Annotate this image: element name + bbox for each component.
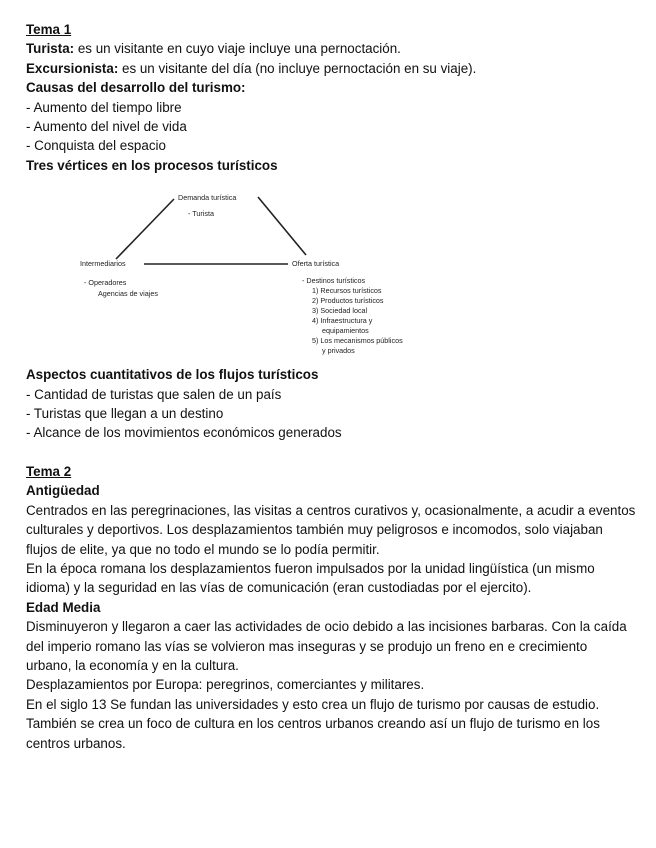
causa-item: - Conquista del espacio <box>26 138 166 154</box>
edad-media-heading: Edad Media <box>26 599 101 615</box>
tema2-heading: Tema 2 <box>26 463 72 479</box>
section-gap <box>26 443 636 462</box>
intermediarios-item: Agencias de viajes <box>98 289 158 299</box>
edad-media-paragraph: En el siglo 13 Se fundan las universidades y esto crea un flujo de turismo por causas de estudio. También se crea un foco de cultura en los centros urbanos creando así un flujo de turismo en los centros urbanos. <box>26 696 600 751</box>
intermediarios-item: - Operadores <box>84 278 127 288</box>
oferta-item: 5) Los mecanismos públicos <box>312 336 403 346</box>
document-page <box>26 20 636 753</box>
aspectos-heading: Aspectos cuantitativos de los flujos turísticos <box>26 367 319 383</box>
aspecto-item: - Turistas que llegan a un destino <box>26 406 224 422</box>
causa-item: - Aumento del nivel de vida <box>26 119 187 135</box>
oferta-label: Oferta turística <box>292 259 340 269</box>
tourism-triangle-diagram <box>26 175 636 356</box>
vertices-heading: Tres vértices en los procesos turísticos <box>26 157 278 173</box>
oferta-item: 1) Recursos turísticos <box>312 286 382 296</box>
causas-heading: Causas del desarrollo del turismo: <box>26 80 246 96</box>
demanda-item: - Turista <box>188 209 214 219</box>
excursionista-text: es un visitante del día (no incluye pernoctación en su viaje). <box>118 60 477 76</box>
oferta-item: 3) Sociedad local <box>312 306 368 316</box>
antiguedad-paragraph: En la época romana los desplazamientos fueron impulsados por la unidad lingüística (un mismo idioma) y la seguridad en las vías de comunicación (eran custodiadas por el ejercito). <box>26 560 595 596</box>
turista-text: es un visitante en cuyo viaje incluye una pernoctación. <box>74 41 401 57</box>
demanda-label: Demanda turística <box>178 193 237 203</box>
oferta-item: 4) Infraestructura y <box>312 316 373 326</box>
intermediarios-label: Intermediarios <box>80 259 126 269</box>
line-demanda-oferta <box>258 197 306 255</box>
antiguedad-heading: Antigüedad <box>26 483 100 499</box>
turista-term: Turista: <box>26 41 75 57</box>
oferta-item: equipamientos <box>322 326 369 336</box>
edad-media-paragraph: Desplazamientos por Europa: peregrinos, comerciantes y militares. <box>26 677 425 693</box>
antiguedad-paragraph: Centrados en las peregrinaciones, las visitas a centros curativos y, ocasionalmente, a acudir a eventos culturales y deportivos. Los desplazamientos también muy peligrosos e incomodos, solo viajaban flujos de elite, ya que no todo el mundo se lo podía permitir. <box>26 502 636 557</box>
excursionista-definition <box>26 59 636 78</box>
tema1-heading: Tema 1 <box>26 22 72 37</box>
causa-item: - Aumento del tiempo libre <box>26 99 182 115</box>
oferta-item: y privados <box>322 346 355 356</box>
oferta-item: - Destinos turísticos <box>302 276 366 286</box>
line-demanda-intermediarios <box>116 199 174 259</box>
aspecto-item: - Cantidad de turistas que salen de un país <box>26 386 282 402</box>
turista-definition <box>26 39 636 58</box>
excursionista-term: Excursionista: <box>26 60 119 76</box>
edad-media-paragraph: Disminuyeron y llegaron a caer las actividades de ocio debido a las incisiones barbaras. Con la caída del imperio romano las vías se volvieron mas inseguras y se produjo un freno en e crecimiento urbano, la economía y en la cultura. <box>26 619 627 673</box>
oferta-item: 2) Productos turísticos <box>312 296 384 306</box>
aspecto-item: - Alcance de los movimientos económicos generados <box>26 425 342 441</box>
